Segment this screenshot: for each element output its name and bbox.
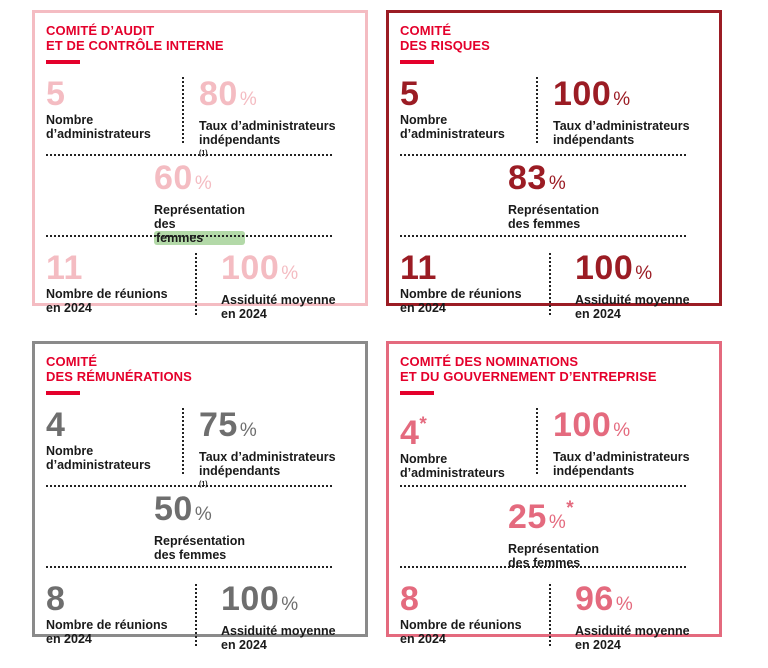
independants-stat — [553, 77, 690, 147]
reunions-label: Nombre de réunions en 2024 — [46, 618, 168, 646]
independants-value: 75 % — [199, 406, 258, 444]
risques-committee-title: COMITÉ DES RISQUES — [400, 23, 490, 53]
divider — [46, 566, 332, 568]
femmes-stat — [154, 492, 245, 562]
femmes-value: 25 %* — [508, 498, 575, 536]
independants-label: Taux d’administrateurs indépendants $^{(1)}$ — [199, 450, 336, 488]
admins-stat — [400, 408, 505, 480]
reunions-stat — [400, 251, 522, 315]
asterisk-marker: * — [419, 414, 428, 435]
remunerations-committee-card — [32, 341, 368, 652]
admins-stat — [46, 77, 151, 141]
title-accent-bar — [400, 391, 434, 395]
risques-committee-card — [386, 10, 722, 321]
admins-label: Nombre d’administrateurs — [46, 444, 151, 472]
footnote-marker: (1) — [199, 481, 208, 488]
reunions-label: Nombre de réunions en 2024 — [46, 287, 168, 315]
divider — [195, 253, 197, 315]
independants-stat — [553, 408, 690, 478]
assiduite-stat — [575, 251, 690, 321]
title-accent-bar — [400, 60, 434, 64]
audit-committee-title: COMITÉ D’AUDIT ET DE CONTRÔLE INTERNE — [46, 23, 224, 53]
title-accent-bar — [46, 60, 80, 64]
assiduite-stat — [575, 582, 690, 652]
divider — [400, 566, 686, 568]
reunions-value: 8 — [46, 580, 66, 618]
femmes-stat — [508, 492, 599, 570]
assiduite-stat — [221, 251, 336, 321]
reunions-stat — [46, 251, 168, 315]
femmes-stat — [508, 161, 599, 231]
admins-value: 5 — [400, 75, 420, 113]
femmes-value: 60 % — [154, 159, 213, 197]
assiduite-label: Assiduité moyenne en 2024 — [221, 624, 336, 652]
asterisk-marker: * — [566, 498, 575, 519]
reunions-stat — [400, 582, 522, 646]
independants-stat — [199, 77, 336, 163]
admins-value: 4 — [46, 406, 66, 444]
nominations-committee-title: COMITÉ DES NOMINATIONS ET DU GOUVERNEMENT D’ENTREPRISE — [400, 354, 657, 384]
admins-value: 5 — [46, 75, 66, 113]
reunions-label: Nombre de réunions en 2024 — [400, 618, 522, 646]
femmes-label: Représentation des femmes — [508, 542, 599, 570]
admins-stat — [46, 408, 151, 472]
independants-value: 100 % — [553, 406, 631, 444]
divider — [400, 485, 686, 487]
femmes-stat — [154, 161, 245, 245]
assiduite-value: 96 % — [575, 580, 634, 618]
assiduite-label: Assiduité moyenne en 2024 — [221, 293, 336, 321]
divider — [549, 253, 551, 315]
independants-label: Taux d’administrateurs indépendants — [553, 119, 690, 147]
assiduite-value: 100 % — [221, 580, 299, 618]
admins-label: Nombre d’administrateurs — [46, 113, 151, 141]
divider — [46, 485, 332, 487]
divider — [536, 77, 538, 143]
reunions-value: 8 — [400, 580, 420, 618]
admins-label: Nombre d’administrateurs — [400, 113, 505, 141]
divider — [182, 408, 184, 474]
reunions-label: Nombre de réunions en 2024 — [400, 287, 522, 315]
divider — [195, 584, 197, 646]
assiduite-label: Assiduité moyenne en 2024 — [575, 293, 690, 321]
independants-value: 80 % — [199, 75, 258, 113]
reunions-value: 11 — [46, 249, 83, 287]
divider — [400, 235, 686, 237]
divider — [46, 154, 332, 156]
assiduite-value: 100 % — [221, 249, 299, 287]
reunions-stat — [46, 582, 168, 646]
highlighted-word: femmes — [154, 231, 245, 245]
audit-committee-card — [32, 10, 368, 321]
independants-stat — [199, 408, 336, 494]
assiduite-label: Assiduité moyenne en 2024 — [575, 624, 690, 652]
remunerations-committee-title: COMITÉ DES RÉMUNÉRATIONS — [46, 354, 192, 384]
divider — [536, 408, 538, 474]
reunions-value: 11 — [400, 249, 437, 287]
independants-label: Taux d’administrateurs indépendants — [553, 450, 690, 478]
title-accent-bar — [46, 391, 80, 395]
nominations-committee-card — [386, 341, 722, 652]
femmes-label: Représentation des femmes — [508, 203, 599, 231]
independants-value: 100 % — [553, 75, 631, 113]
footnote-marker: (1) — [199, 150, 208, 157]
divider — [182, 77, 184, 143]
divider — [46, 235, 332, 237]
admins-label: Nombre d’administrateurs — [400, 452, 505, 480]
femmes-value: 50 % — [154, 490, 213, 528]
admins-stat — [400, 77, 505, 141]
femmes-label: Représentation des femmes — [154, 534, 245, 562]
admins-value: 4* — [400, 414, 428, 452]
divider — [549, 584, 551, 646]
femmes-label: Représentation des femmes — [154, 203, 245, 245]
divider — [400, 154, 686, 156]
independants-label: Taux d’administrateurs indépendants $^{(1)}$ — [199, 119, 336, 157]
assiduite-value: 100 % — [575, 249, 653, 287]
assiduite-stat — [221, 582, 336, 652]
femmes-value: 83 % — [508, 159, 567, 197]
